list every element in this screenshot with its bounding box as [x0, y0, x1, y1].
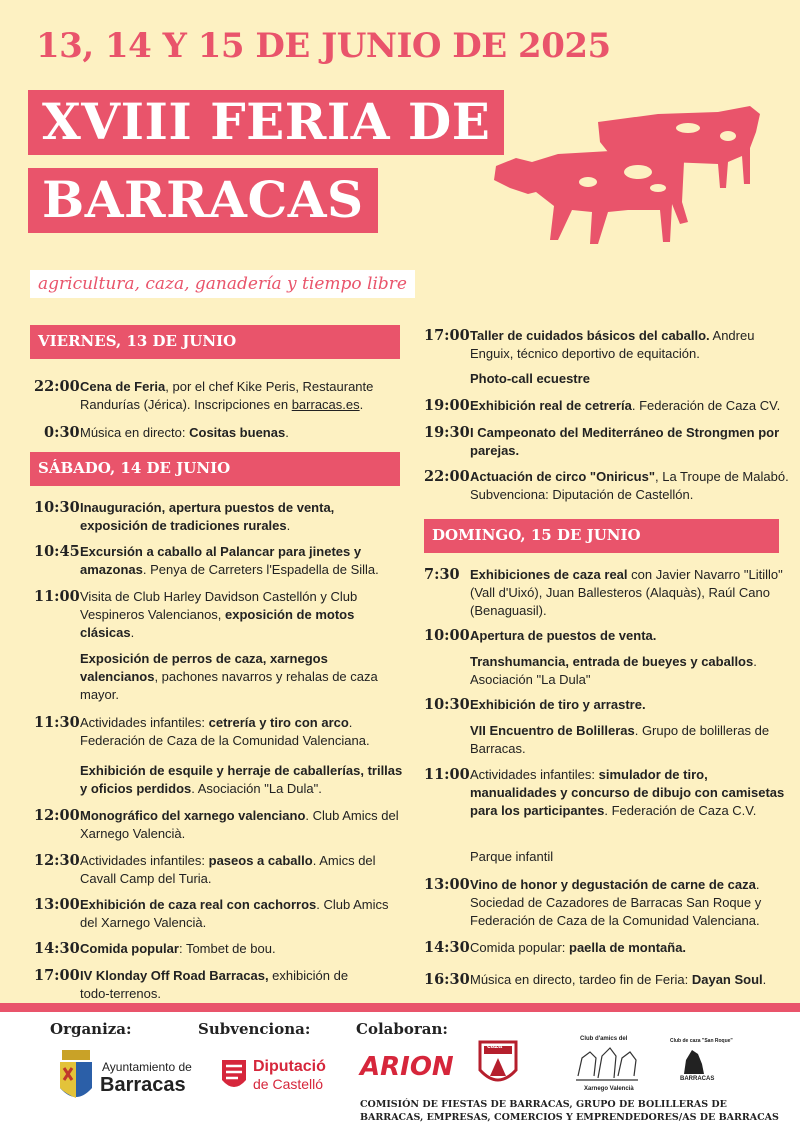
ayuntamiento-line2: Barracas: [100, 1074, 186, 1096]
event-saturday-1: 10:30 Inauguración, apertura puestos de venta, exposición de tradiciones rurales.: [34, 499, 335, 533]
event-saturday-6: Exhibición de esquile y herraje de caballerías, trillas y oficios perdidos. Asociación "La Dula".: [80, 763, 403, 796]
event-saturday-14: 19:00 Exhibición real de cetrería. Federación de Caza CV.: [424, 397, 781, 414]
event-friday-2: 0:30 Música en directo: Cositas buenas.: [44, 424, 289, 441]
cows-illustration-icon: [488, 92, 768, 262]
sanroque-bottom: BARRACAS: [680, 1076, 715, 1082]
bird-dog-icon: [676, 1046, 712, 1076]
diputacio-logo-icon: [220, 1056, 248, 1094]
event-saturday-4: Exposición de perros de caza, xarnegos valencianos, pachones navarros y rehalas de caza mayor.: [80, 651, 378, 702]
event-sunday-1: 7:30 Exhibiciones de caza real con Javier Navarro "Litillo" (Vall d'Uixó), Juan Ballesteros (Alaquàs), Raúl Cano (Benaguasil).: [424, 566, 783, 618]
event-sunday-8: 13:00 Vino de honor y degustación de carne de caza. Sociedad de Cazadores de Barracas San Roque y Federación de Caza de la Comunidad Valenciana.: [424, 876, 762, 928]
caza-label: caza: [487, 1043, 503, 1050]
event-sunday-9: 14:30 Comida popular: paella de montaña.: [424, 939, 687, 956]
xarnego-club-top: Club d'amics del: [580, 1036, 628, 1042]
event-saturday-5: 11:30 Actividades infantiles: cetrería y tiro con arco. Federación de Caza de la Comunidad Valenciana.: [34, 714, 370, 748]
event-saturday-12: 17:00 Taller de cuidados básicos del caballo. Andreu Enguix, técnico deportivo de equitación.: [424, 327, 755, 361]
event-sunday-6: 11:00 Actividades infantiles: simulador de tiro, manualidades y concurso de dibujo con camisetas para los participantes. Federación de Caza C.V.: [424, 766, 785, 818]
event-saturday-13: Photo-call ecuestre: [470, 371, 590, 386]
barracas-link[interactable]: barracas.es: [291, 397, 360, 412]
event-sunday-4: 10:30 Exhibición de tiro y arrastre.: [424, 696, 646, 713]
day-header-sunday: DOMINGO, 15 DE JUNIO: [424, 519, 779, 553]
tagline: agricultura, caza, ganadería y tiempo libre: [30, 270, 415, 298]
event-sunday-7: Parque infantil: [470, 849, 554, 864]
event-saturday-8: 12:30 Actividades infantiles: paseos a caballo. Amics del Cavall Camp del Turia.: [34, 852, 376, 886]
title-line-1: XVIII FERIA DE: [28, 90, 504, 155]
event-saturday-15: 19:30 I Campeonato del Mediterráneo de Strongmen por parejas.: [424, 424, 780, 458]
dogs-illustration-icon: [572, 1044, 642, 1084]
event-saturday-10: 14:30 Comida popular: Tombet de bou.: [34, 940, 276, 957]
event-saturday-9: 13:00 Exhibición de caza real con cachorros. Club Amics del Xarnego Valencià.: [34, 896, 389, 930]
title-line-2: BARRACAS: [28, 168, 378, 233]
event-sunday-3: Transhumancia, entrada de bueyes y caballos. Asociación "La Dula": [470, 654, 757, 687]
sanroque-top: Club de caza "San Roque": [670, 1038, 733, 1044]
event-saturday-3: 11:00 Visita de Club Harley Davidson Castellón y Club Vespineros Valencianos, exposición de motos clásicas.: [34, 588, 358, 640]
subvenciona-label: Subvenciona:: [198, 1020, 311, 1038]
diputacio-line2: de Castelló: [253, 1076, 324, 1092]
diputacio-line1: Diputació: [253, 1058, 326, 1075]
colaboran-label: Colaboran:: [356, 1020, 448, 1038]
ayuntamiento-crest-icon: [56, 1050, 96, 1106]
ayuntamiento-line1: Ayuntamiento de: [102, 1060, 192, 1074]
event-dates: 13, 14 Y 15 DE JUNIO DE 2025: [36, 26, 611, 66]
event-saturday-16: 22:00 Actuación de circo "Oniricus", La Troupe de Malabó. Subvenciona: Diputación de Castellón.: [424, 468, 789, 502]
event-saturday-7: 12:00 Monográfico del xarnego valenciano. Club Amics del Xarnego Valencià.: [34, 807, 399, 841]
footer: [0, 1012, 800, 1131]
event-friday-1: 22:00 Cena de Feria, por el chef Kike Peris, Restaurante Randurías (Jérica). Inscripciones en barracas.es.: [34, 378, 374, 412]
footer-divider: [0, 1003, 800, 1012]
event-sunday-5: VII Encuentro de Bolilleras. Grupo de bolilleras de Barracas.: [470, 723, 770, 756]
event-sunday-10: 16:30 Música en directo, tardeo fin de Feria: Dayan Soul.: [424, 971, 767, 988]
arion-logo: ARION: [360, 1052, 454, 1082]
organiza-label: Organiza:: [50, 1020, 132, 1038]
day-header-saturday: SÁBADO, 14 DE JUNIO: [30, 452, 400, 486]
xarnego-club-bottom: Xarnego Valencià: [584, 1086, 634, 1092]
event-saturday-11: 17:00 IV Klonday Off Road Barracas, exhibición de todo-terrenos.: [34, 967, 349, 1001]
collaborators-credits: COMISIÓN DE FIESTAS DE BARRACAS, GRUPO DE BOLILLERAS DE BARRACAS, EMPRESAS, COMERCIOS Y EMPRENDEDORES/AS DE BARRACAS: [360, 1099, 779, 1123]
day-header-friday: VIERNES, 13 DE JUNIO: [30, 325, 400, 359]
event-sunday-2: 10:00 Apertura de puestos de venta.: [424, 627, 657, 644]
event-saturday-2: 10:45 Excursión a caballo al Palancar para jinetes y amazonas. Penya de Carreters l'Espadella de Silla.: [34, 543, 379, 577]
